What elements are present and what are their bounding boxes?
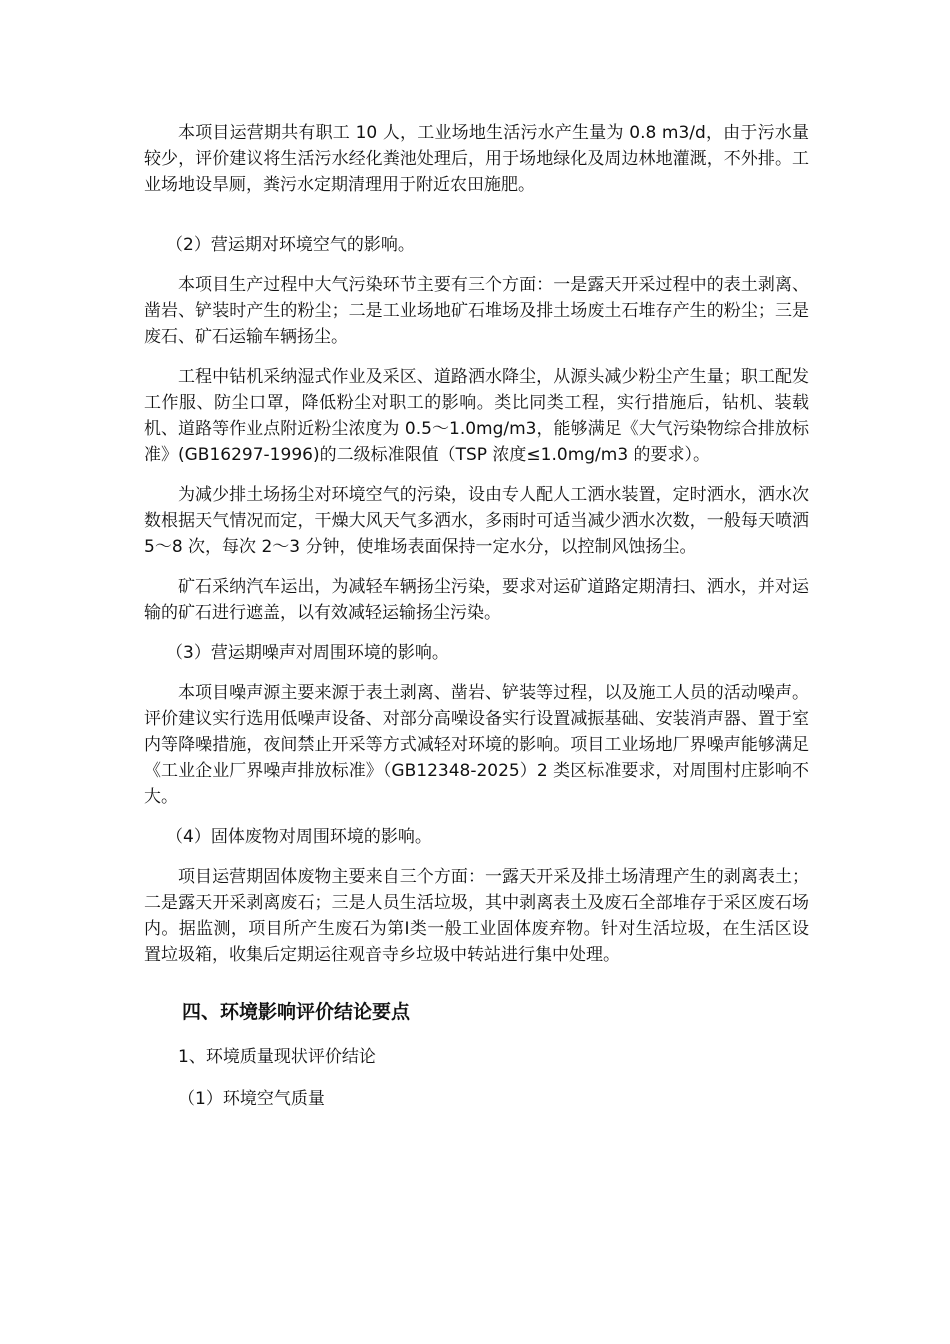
paragraph-noise: 本项目噪声源主要来源于表土剥离、凿岩、铲装等过程，以及施工人员的活动噪声。评价建议实行选用低噪声设备、对部分高噪设备实行设置减振基础、安装消声器、置于室内等降噪措施，夜间禁止开采等方式减轻对环境的影响。项目工业场地厂界噪声能够满足《工业企业厂界噪声排放标准》（GB12348-2025）2 类区标准要求，对周围村庄影响不大。 xyxy=(144,683,809,807)
paragraph-wastewater: 本项目运营期共有职工 10 人，工业场地生活污水产生量为 0.8 m3/d，由于污水量较少，评价建议将生活污水经化粪池处理后，用于场地绿化及周边林地灌溉，不外排。工业场地设旱厕，粪污水定期清理用于附近农田施肥。 xyxy=(144,123,809,195)
section-item-1: 1、环境质量现状评价结论 xyxy=(178,1047,376,1067)
paragraph-air-sources: 本项目生产过程中大气污染环节主要有三个方面：一是露天开采过程中的表土剥离、凿岩、铲装时产生的粉尘；二是工业场地矿石堆场及排土场废土石堆存产生的粉尘；三是废石、矿石运输车辆扬尘。 xyxy=(144,275,809,347)
section-item-1-sub: （1）环境空气质量 xyxy=(178,1089,325,1109)
paragraph-transport-dust: 矿石采纳汽车运出，为减轻车辆扬尘污染，要求对运矿道路定期清扫、洒水，并对运输的矿石进行遮盖，以有效减轻运输扬尘污染。 xyxy=(144,577,809,623)
paragraph-solid-waste: 项目运营期固体废物主要来自三个方面：一露天开采及排土场清理产生的剥离表土；二是露天开采剥离废石；三是人员生活垃圾，其中剥离表土及废石全部堆存于采区废石场内。据监测，项目所产生废石为第Ⅰ类一般工业固体废弃物。针对生活垃圾，在生活区设置垃圾箱，收集后定期运往观音寺乡垃圾中转站进行集中处理。 xyxy=(144,867,809,965)
paragraph-dust-control: 工程中钻机采纳湿式作业及采区、道路洒水降尘，从源头减少粉尘产生量；职工配发工作服、防尘口罩，降低粉尘对职工的影响。类比同类工程，实行措施后，钻机、装载机、道路等作业点附近粉尘浓度为 0.5～1.0mg/m3，能够满足《大气污染物综合排放标准》(GB16297-1996)的二级标准限值（TSP 浓度≤1.0mg/m3 的要求）。 xyxy=(144,367,809,465)
subheading-air-impact: （2）营运期对环境空气的影响。 xyxy=(166,235,415,255)
paragraph-dump-sprinkling: 为减少排土场扬尘对环境空气的污染，设由专人配人工洒水装置，定时洒水，洒水次数根据天气情况而定，干燥大风天气多洒水，多雨时可适当减少洒水次数，一般每天喷洒 5～8 次，每次 2～3 分钟，使堆场表面保持一定水分，以控制风蚀扬尘。 xyxy=(144,485,809,557)
subheading-noise-impact: （3）营运期噪声对周围环境的影响。 xyxy=(166,643,449,663)
subheading-solid-waste: （4）固体废物对周围环境的影响。 xyxy=(166,827,432,847)
document-page xyxy=(144,120,809,1128)
section-heading: 四、环境影响评价结论要点 xyxy=(182,1001,411,1023)
